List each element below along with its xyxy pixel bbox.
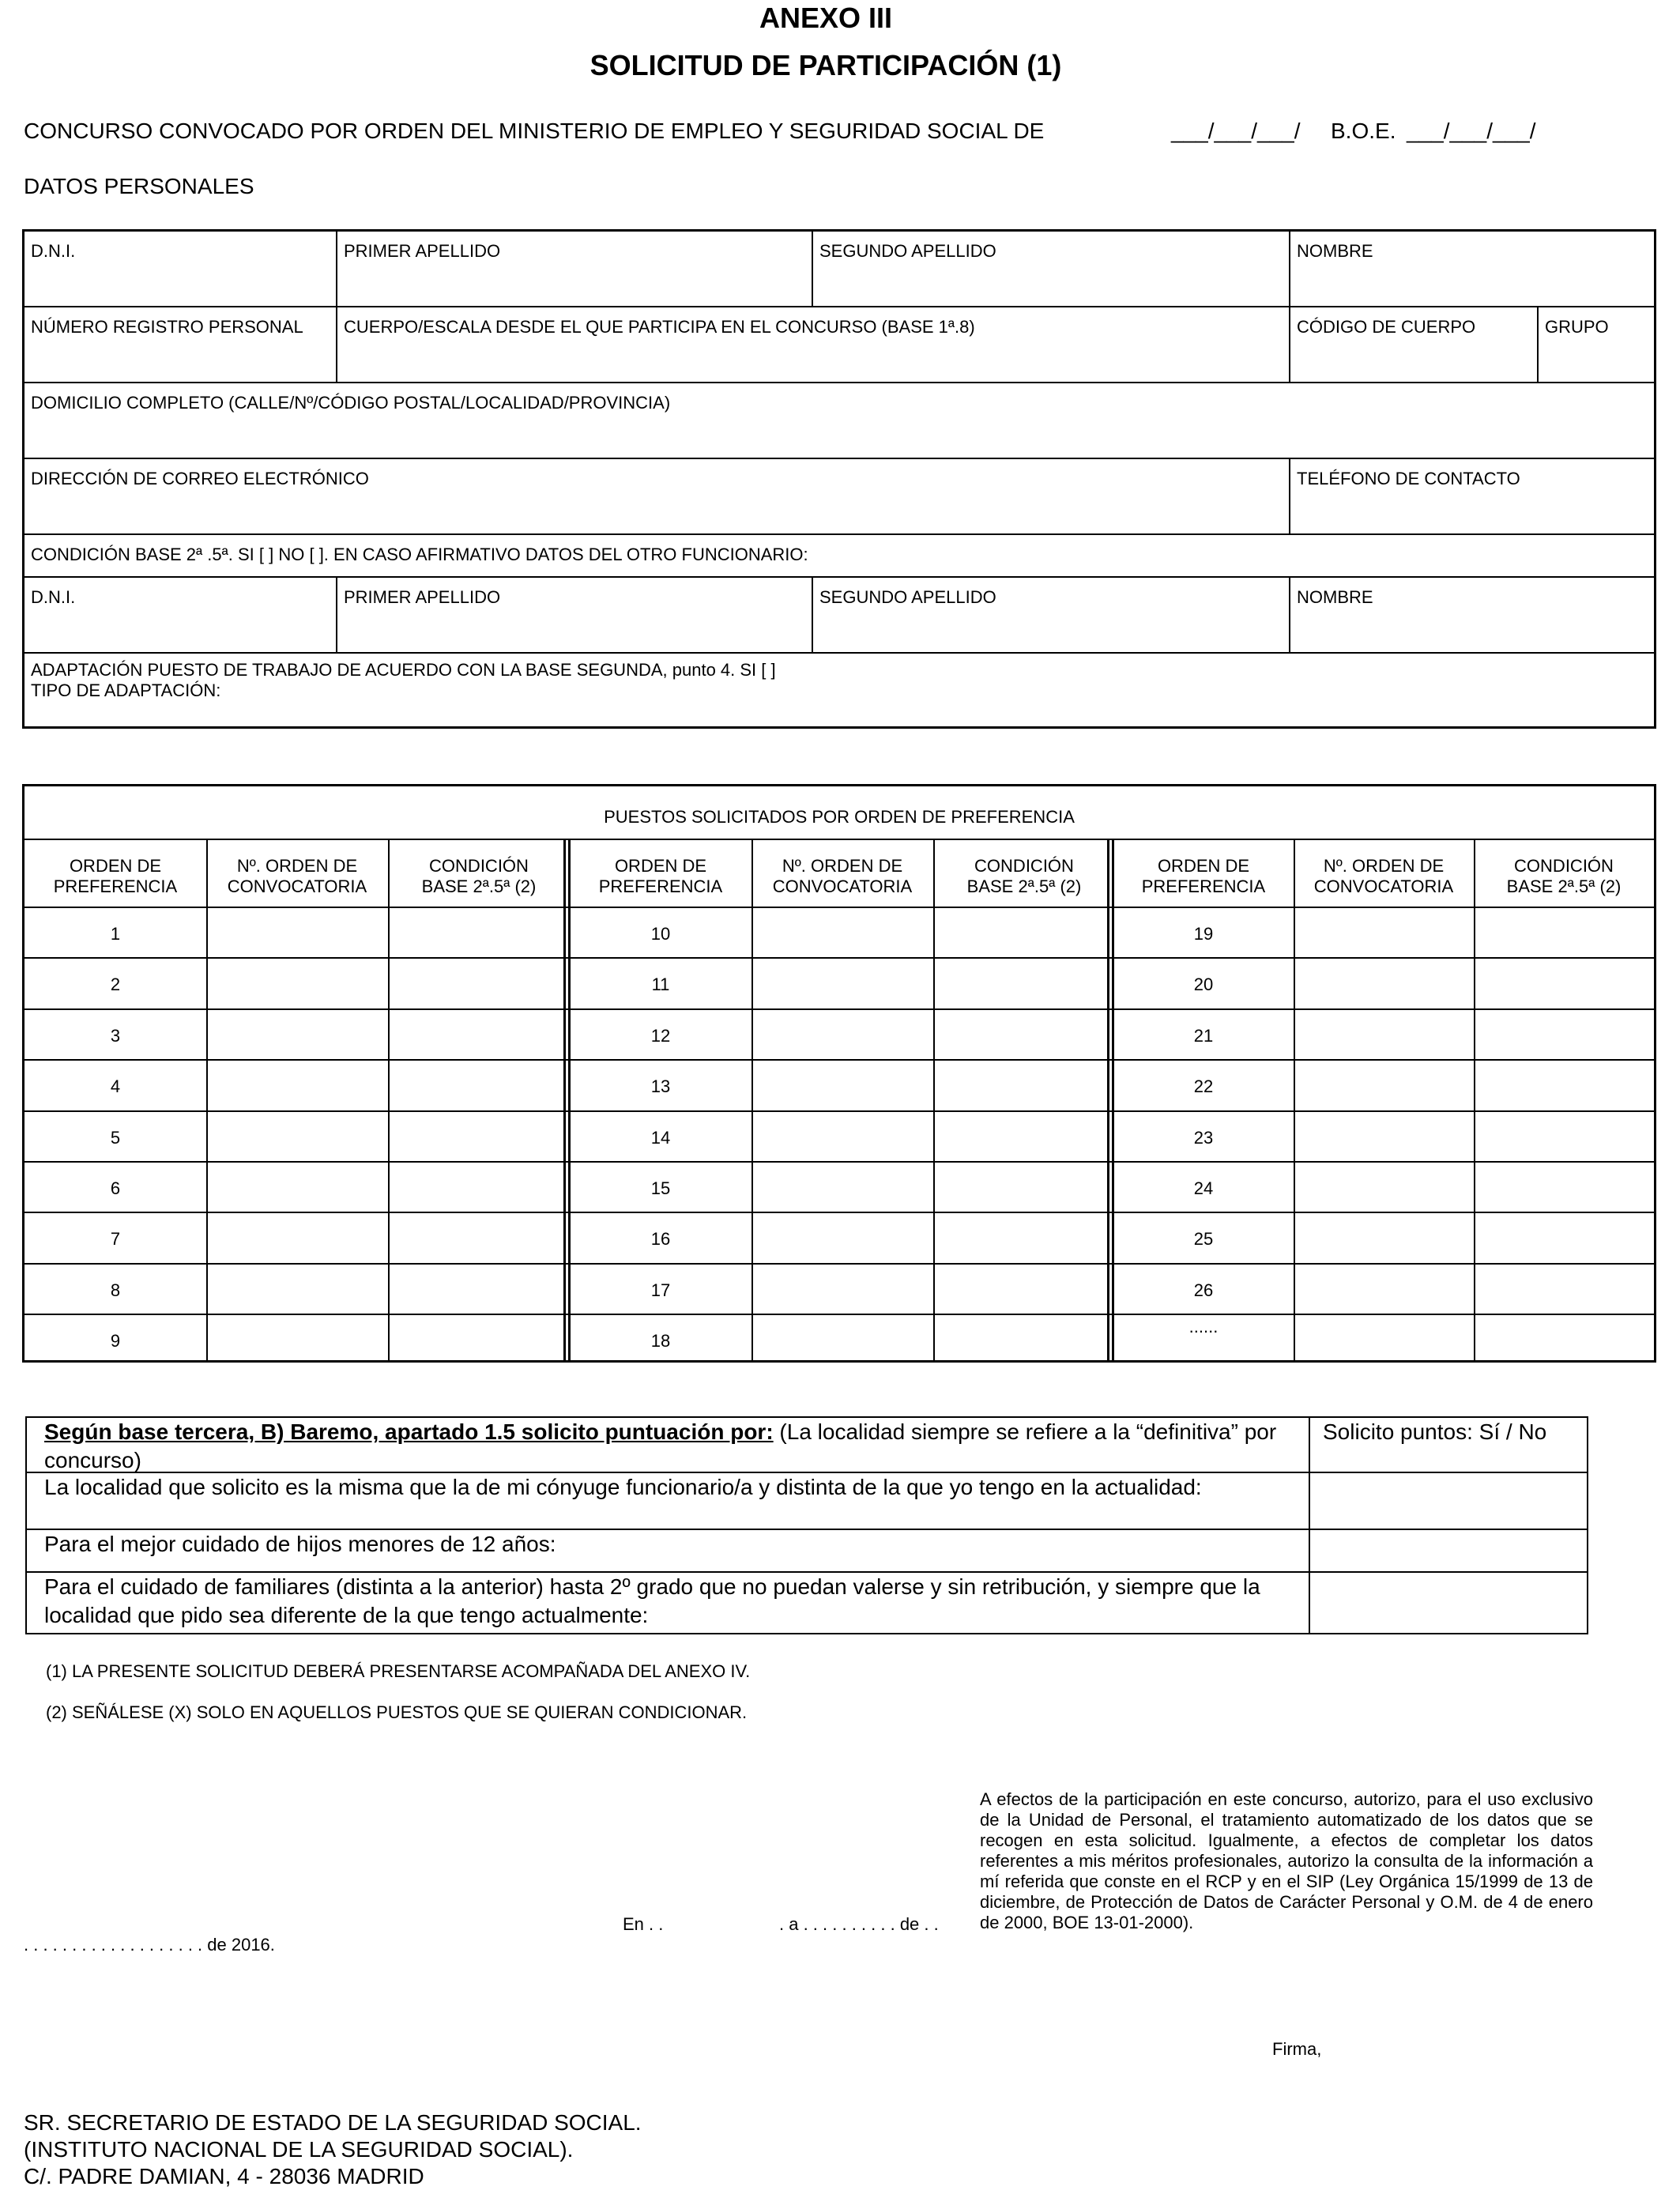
convocatoria-number-cell[interactable] xyxy=(753,1213,932,1261)
convocatoria-number-cell[interactable] xyxy=(753,1163,932,1210)
cuerpo-label: CUERPO/ESCALA DESDE EL QUE PARTICIPA EN EL CONCURSO (BASE 1ª.8) xyxy=(344,317,975,337)
preference-number: 16 xyxy=(650,1229,671,1250)
convocatoria-number-cell[interactable] xyxy=(208,1163,386,1210)
dni-label: D.N.I. xyxy=(31,241,76,261)
preference-number: 24 xyxy=(1193,1178,1214,1198)
form-title: SOLICITUD DE PARTICIPACIÓN (1) xyxy=(590,49,1062,81)
note-1: (1) LA PRESENTE SOLICITUD DEBERÁ PRESENTARSE ACOMPAÑADA DEL ANEXO IV. xyxy=(46,1661,751,1681)
header-orden-1: ORDEN DE PREFERENCIA xyxy=(53,856,178,896)
convocatoria-number-cell[interactable] xyxy=(1295,959,1472,1006)
puestos-table xyxy=(22,784,1656,1363)
nombre-label: NOMBRE xyxy=(1297,241,1373,261)
date-day-month: . a . . . . . . . . . . de . . xyxy=(779,1914,939,1934)
convocatoria-number-cell[interactable] xyxy=(1295,1213,1472,1261)
convocatoria-number-cell[interactable] xyxy=(753,1265,932,1312)
preference-number: 9 xyxy=(110,1331,121,1351)
preference-number: 10 xyxy=(650,924,671,944)
tipo-adaptacion-label: TIPO DE ADAPTACIÓN: xyxy=(31,680,221,700)
annex-title: ANEXO III xyxy=(759,2,893,34)
primer-apellido2-label: PRIMER APELLIDO xyxy=(344,587,501,607)
convocatoria-number-cell[interactable] xyxy=(1295,1010,1472,1057)
header-convocatoria-3: Nº. ORDEN DE CONVOCATORIA xyxy=(1313,856,1454,896)
convocatoria-number-cell[interactable] xyxy=(208,1213,386,1261)
condicion-cell[interactable] xyxy=(935,1010,1113,1057)
address-line-1: SR. SECRETARIO DE ESTADO DE LA SEGURIDAD SOCIAL. xyxy=(24,2110,642,2135)
solicito-puntos-label: Solicito puntos: Sí / No xyxy=(1323,1419,1547,1444)
preference-number: 8 xyxy=(110,1280,121,1300)
baremo-row-familiares: Para el cuidado de familiares (distinta a la anterior) hasta 2º grado que no puedan valerse y sin retribución, y siempre que la localidad que pido sea diferente de la que tengo actualmente: xyxy=(44,1574,1260,1627)
preference-number: 7 xyxy=(110,1229,121,1250)
condicion-cell[interactable] xyxy=(935,1265,1113,1312)
preference-number: 17 xyxy=(650,1280,671,1300)
grupo-label: GRUPO xyxy=(1545,317,1609,337)
header-condicion-1: CONDICIÓN BASE 2ª.5ª (2) xyxy=(421,856,537,896)
dni2-label: D.N.I. xyxy=(31,587,76,607)
preference-number: 6 xyxy=(110,1178,121,1198)
condicion-cell[interactable] xyxy=(390,908,568,956)
convocatoria-number-cell[interactable] xyxy=(1295,1163,1472,1210)
convocatoria-number-cell[interactable] xyxy=(208,1112,386,1159)
condicion-cell[interactable] xyxy=(1475,959,1652,1006)
condicion-cell[interactable] xyxy=(935,1163,1113,1210)
nombre2-label: NOMBRE xyxy=(1297,587,1373,607)
preference-number: 20 xyxy=(1193,974,1214,995)
condicion-cell[interactable] xyxy=(935,959,1113,1006)
codigo-cuerpo-label: CÓDIGO DE CUERPO xyxy=(1297,317,1476,337)
condicion-cell[interactable] xyxy=(935,1315,1113,1363)
condicion-cell[interactable] xyxy=(1475,908,1652,956)
condicion-cell[interactable] xyxy=(390,1061,568,1108)
condicion-cell[interactable] xyxy=(1475,1112,1652,1159)
telefono-label: TELÉFONO DE CONTACTO xyxy=(1297,469,1520,488)
convocatoria-number-cell[interactable] xyxy=(1295,1315,1472,1363)
convocatoria-number-cell[interactable] xyxy=(753,1010,932,1057)
baremo-heading: Según base tercera, B) Baremo, apartado 1.5 solicito puntuación por: (La localidad siempre se refiere a la “definitiva” por concurso) xyxy=(44,1419,1277,1472)
address-line-2: (INSTITUTO NACIONAL DE LA SEGURIDAD SOCIAL). xyxy=(24,2137,574,2162)
convocatoria-number-cell[interactable] xyxy=(1295,1265,1472,1312)
convocatoria-number-cell[interactable] xyxy=(208,1315,386,1363)
preference-number: 4 xyxy=(110,1076,121,1097)
convocatoria-number-cell[interactable] xyxy=(1295,908,1472,956)
convocatoria-number-cell[interactable] xyxy=(753,1315,932,1363)
convocatoria-number-cell[interactable] xyxy=(208,1061,386,1108)
convocatoria-number-cell[interactable] xyxy=(753,1061,932,1108)
condicion-cell[interactable] xyxy=(1475,1265,1652,1312)
preference-number: 5 xyxy=(110,1127,121,1148)
convocatoria-number-cell[interactable] xyxy=(208,1265,386,1312)
order-date-field[interactable]: ___/___/___/ xyxy=(1171,119,1301,143)
condicion-cell[interactable] xyxy=(1475,1061,1652,1108)
condicion-cell[interactable] xyxy=(390,1265,568,1312)
condicion-cell[interactable] xyxy=(390,1315,568,1363)
preference-number: 26 xyxy=(1193,1280,1214,1300)
convocatoria-number-cell[interactable] xyxy=(208,959,386,1006)
firma-label: Firma, xyxy=(1272,2039,1322,2059)
header-convocatoria-2: Nº. ORDEN DE CONVOCATORIA xyxy=(772,856,913,896)
header-orden-3: ORDEN DE PREFERENCIA xyxy=(1141,856,1266,896)
condicion-cell[interactable] xyxy=(1475,1010,1652,1057)
preference-number: 2 xyxy=(110,974,121,995)
preference-number: 11 xyxy=(651,974,670,995)
address-line-3: C/. PADRE DAMIAN, 4 - 28036 MADRID xyxy=(24,2164,424,2188)
header-condicion-2: CONDICIÓN BASE 2ª.5ª (2) xyxy=(966,856,1082,896)
condicion-cell[interactable] xyxy=(390,1010,568,1057)
preference-number: 21 xyxy=(1193,1025,1214,1046)
preference-number: 15 xyxy=(650,1178,671,1198)
date-year: . . . . . . . . . . . . . . . . . . . de 2016. xyxy=(24,1935,275,1955)
condicion-label: CONDICIÓN BASE 2ª .5ª. SI [ ] NO [ ]. EN CASO AFIRMATIVO DATOS DEL OTRO FUNCIONARIO: xyxy=(31,545,808,564)
section-personal-data: DATOS PERSONALES xyxy=(24,174,254,198)
boe-date-field[interactable]: ___/___/___/ xyxy=(1407,119,1536,143)
condicion-cell[interactable] xyxy=(390,959,568,1006)
place-en: En . . xyxy=(623,1914,664,1934)
baremo-row-conyuge: La localidad que solicito es la misma que la de mi cónyuge funcionario/a y distinta de la que yo tengo en la actualidad: xyxy=(44,1475,1202,1499)
convocatoria-number-cell[interactable] xyxy=(1295,1112,1472,1159)
adaptacion-label: ADAPTACIÓN PUESTO DE TRABAJO DE ACUERDO CON LA BASE SEGUNDA, punto 4. SI [ ] xyxy=(31,660,776,680)
condicion-cell[interactable] xyxy=(390,1112,568,1159)
baremo-table xyxy=(25,1416,1588,1634)
condicion-cell[interactable] xyxy=(390,1163,568,1210)
preference-number: 25 xyxy=(1193,1229,1214,1250)
condicion-cell[interactable] xyxy=(1475,1163,1652,1210)
preference-number: 1 xyxy=(110,924,121,944)
convocatoria-number-cell[interactable] xyxy=(753,959,932,1006)
email-label: DIRECCIÓN DE CORREO ELECTRÓNICO xyxy=(31,469,369,488)
header-convocatoria-1: Nº. ORDEN DE CONVOCATORIA xyxy=(227,856,367,896)
condicion-cell[interactable] xyxy=(1475,1213,1652,1261)
condicion-cell[interactable] xyxy=(935,1112,1113,1159)
preference-number: 23 xyxy=(1193,1127,1214,1148)
nrp-label: NÚMERO REGISTRO PERSONAL xyxy=(31,317,303,337)
preference-number: 14 xyxy=(650,1127,671,1148)
personal-data-box xyxy=(22,229,1656,729)
header-orden-2: ORDEN DE PREFERENCIA xyxy=(598,856,723,896)
convocatoria-number-cell[interactable] xyxy=(753,1112,932,1159)
preference-number: 12 xyxy=(650,1025,671,1046)
preference-number: ...... xyxy=(1188,1317,1219,1337)
preference-number: 19 xyxy=(1193,924,1214,944)
puestos-title: PUESTOS SOLICITADOS POR ORDEN DE PREFERENCIA xyxy=(604,807,1075,827)
boe-label: B.O.E. xyxy=(1331,119,1396,143)
legal-authorization-text: A efectos de la participación en este concurso, autorizo, para el uso exclusivo de la Unidad de Personal, el tratamiento automatizado de los datos que se recogen en esta solicitud. Igualmente, a efectos de completar los datos referentes a mis méritos profesionales, autorizo la consulta de la información a mí referida que conste en el RCP y en el SIP (Ley Orgánica 15/1999 de 13 de diciembre, de Protección de Datos de Carácter Personal y O.M. de 4 de enero de 2000, BOE 13-01-2000). xyxy=(980,1789,1593,1932)
preference-number: 13 xyxy=(650,1076,671,1097)
domicilio-label: DOMICILIO COMPLETO (CALLE/Nº/CÓDIGO POSTAL/LOCALIDAD/PROVINCIA) xyxy=(31,393,671,413)
condicion-cell[interactable] xyxy=(1475,1315,1652,1363)
primer-apellido-label: PRIMER APELLIDO xyxy=(344,241,501,261)
convocatoria-number-cell[interactable] xyxy=(208,908,386,956)
condicion-cell[interactable] xyxy=(935,1061,1113,1108)
segundo-apellido2-label: SEGUNDO APELLIDO xyxy=(819,587,996,607)
preference-number: 18 xyxy=(650,1331,671,1351)
header-condicion-3: CONDICIÓN BASE 2ª.5ª (2) xyxy=(1506,856,1622,896)
condicion-cell[interactable] xyxy=(390,1213,568,1261)
convocatoria-number-cell[interactable] xyxy=(753,908,932,956)
condicion-cell[interactable] xyxy=(935,908,1113,956)
preference-number: 3 xyxy=(110,1025,121,1046)
preference-number: 22 xyxy=(1193,1076,1214,1097)
note-2: (2) SEÑÁLESE (X) SOLO EN AQUELLOS PUESTOS QUE SE QUIERAN CONDICIONAR. xyxy=(46,1702,748,1722)
convocatoria-number-cell[interactable] xyxy=(1295,1061,1472,1108)
segundo-apellido-label: SEGUNDO APELLIDO xyxy=(819,241,996,261)
condicion-cell[interactable] xyxy=(935,1213,1113,1261)
convocatoria-number-cell[interactable] xyxy=(208,1010,386,1057)
concurso-line: CONCURSO CONVOCADO POR ORDEN DEL MINISTERIO DE EMPLEO Y SEGURIDAD SOCIAL DE xyxy=(24,119,1045,143)
baremo-row-hijos: Para el mejor cuidado de hijos menores de 12 años: xyxy=(44,1532,556,1556)
